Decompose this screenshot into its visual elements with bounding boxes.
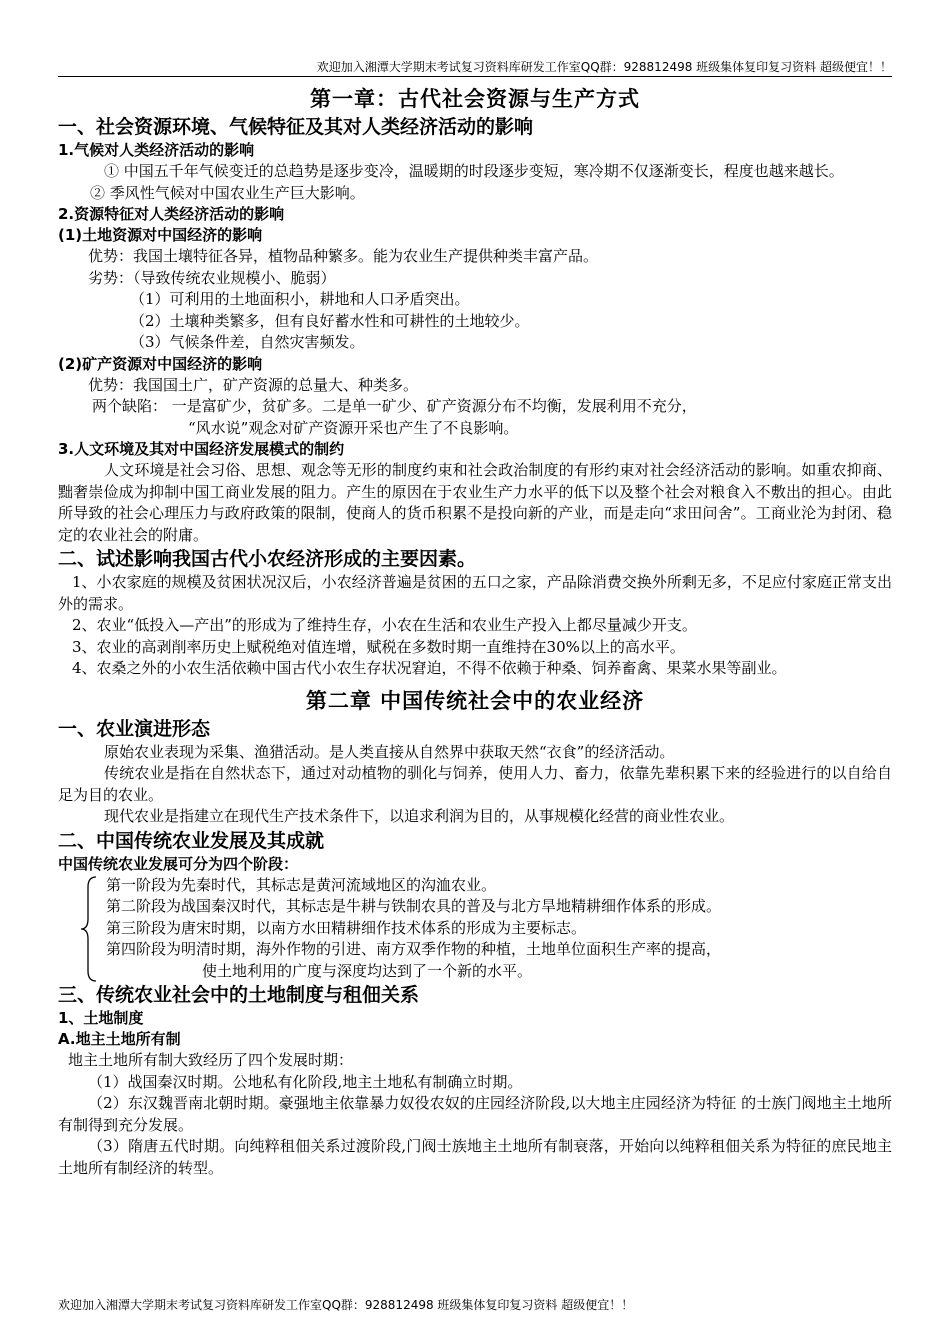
- document-body: [58, 84, 892, 1179]
- list-item: （3）气候条件差，自然灾害频发。: [130, 333, 365, 351]
- list-item-continuation: 使土地利用的广度与深度均达到了一个新的水平。: [202, 961, 533, 980]
- subsection-heading: (2)矿产资源对中国经济的影响: [58, 354, 263, 373]
- paragraph: 两个缺陷： 一是富矿少，贫矿多。二是单一矿少、矿产资源分布不均衡，发展利用不充分，: [92, 397, 697, 415]
- subsection-heading: A.地主土地所有制: [58, 1030, 181, 1048]
- list-item: 第一阶段为先秦时代，其标志是黄河流域地区的沟洫农业。: [106, 875, 497, 894]
- paragraph: 优势：我国国土广，矿产资源的总量大、种类多。: [88, 375, 419, 394]
- paragraph: 人文环境是社会习俗、思想、观念等无形的制度约束和社会政治制度的有形约束对社会经济活动的影响。如重农抑商、黜奢崇俭成为抑制中国工商业发展的阻力。产生的原因在于农业生产力水平的低下以及整个社会对粮食入不敷出的担心。由此所导致的社会心理压力与政府政策的限制，使商人的货币积累不是投向新的产业，而是走向“求田问舍”。工商业沦为封闭、稳定的农业社会的附庸。: [58, 461, 892, 544]
- header-divider: [58, 76, 892, 77]
- list-item: 2、农业“低投入—产出”的形成为了维持生存，小农在生活和农业生产投入上都尽量减少开支。: [72, 616, 697, 634]
- subsection-heading: 3.人文环境及其对中国经济发展模式的制约: [58, 440, 345, 458]
- list-item: 3、农业的高剥削率历史上赋税绝对值连增，赋税在多数时期一直维持在30%以上的高水平。: [72, 637, 685, 656]
- section-heading: 三、传统农业社会中的土地制度与租佃关系: [58, 984, 420, 1006]
- list-item: （2）土壤种类繁多，但有良好蓄水性和可耕性的土地较少。: [130, 311, 530, 330]
- paragraph: ② 季风性气候对中国农业生产巨大影响。: [90, 183, 365, 202]
- paragraph: 现代农业是指建立在现代生产技术条件下，以追求利润为目的，从事规模化经营的商业性农业。: [104, 807, 735, 825]
- list-item: （1）战国秦汉时期。公地私有化阶段,地主土地私有制确立时期。: [88, 1072, 523, 1091]
- section-heading: 一、农业演进形态: [58, 717, 211, 740]
- paragraph: 原始农业表现为采集、渔猎活动。是人类直接从自然界中获取天然“衣食”的经济活动。: [104, 742, 675, 761]
- page-header: 欢迎加入湘潭大学期末考试复习资料库研发工作室QQ群：928812498 班级集体复印复习资料 超级便宜！！: [316, 60, 892, 74]
- lead-text: 中国传统农业发展可分为四个阶段：: [58, 854, 299, 873]
- list-item: 第三阶段为唐宋时期，以南方水田精耕细作技术体系的形成为主要标志。: [106, 918, 587, 937]
- subsection-heading: 1.气候对人类经济活动的影响: [58, 141, 255, 159]
- subsection-heading: 1、土地制度: [58, 1009, 144, 1027]
- chapter-1-title: 第一章：古代社会资源与生产方式: [310, 86, 640, 111]
- list-item: 第四阶段为明清时期，海外作物的引进、南方双季作物的种植，土地单位面积生产率的提高，: [106, 940, 722, 958]
- list-item: 第二阶段为战国秦汉时代，其标志是牛耕与铁制农具的普及与北方旱地精耕细作体系的形成。: [106, 897, 722, 915]
- paragraph: “风水说”观念对矿产资源开采也产生了不良影响。: [188, 418, 519, 437]
- paragraph: 优势：我国土壤特征各异，植物品种繁多。能为农业生产提供种类丰富产品。: [88, 247, 599, 265]
- brace-icon: [78, 875, 100, 983]
- paragraph: 传统农业是指在自然状态下，通过对动植物的驯化与饲养，使用人力、畜力，依靠先辈积累下来的经验进行的以自给自足为目的农业。: [58, 764, 892, 804]
- list-item: （1）可利用的土地面积小，耕地和人口矛盾突出。: [130, 290, 470, 308]
- list-item: （3）隋唐五代时期。向纯粹租佃关系过渡阶段,门阀士族地主土地所有制衰落，开始向以纯粹租佃关系为特征的庶民地主土地所有制经济的转型。: [58, 1137, 892, 1177]
- list-item: （2）东汉魏晋南北朝时期。豪强地主依靠暴力奴役农奴的庄园经济阶段,以大地主庄园经济为特征 的士族门阀地主土地所有制得到充分发展。: [58, 1094, 892, 1134]
- paragraph: 劣势：（导致传统农业规模小、脆弱）: [88, 268, 336, 287]
- subsection-heading: 2.资源特征对人类经济活动的影响: [58, 205, 285, 223]
- subsection-heading: (1)土地资源对中国经济的影响: [58, 226, 263, 244]
- list-item: 4、农桑之外的小农生活依赖中国古代小农生存状况窘迫，不得不依赖于种桑、饲养畜禽、果菜水果等副业。: [72, 659, 787, 677]
- stages-list: [58, 875, 892, 983]
- section-heading: 一、社会资源环境、气候特征及其对人类经济活动的影响: [58, 116, 534, 138]
- page-footer: 欢迎加入湘潭大学期末考试复习资料库研发工作室QQ群：928812498 班级集体复印复习资料 超级便宜！！: [58, 1298, 634, 1312]
- section-heading: 二、试述影响我国古代小农经济形成的主要因素。: [58, 548, 477, 570]
- paragraph: ① 中国五千年气候变迁的总趋势是逐步变冷，温暖期的时段逐步变短，寒冷期不仅逐渐变长，程度也越来越长。: [104, 162, 844, 180]
- list-item: 1、小农家庭的规模及贫困状况汉后，小农经济普遍是贫困的五口之家，产品除消费交换外所剩无多，不足应付家庭正常支出外的需求。: [58, 573, 892, 613]
- section-heading: 二、中国传统农业发展及其成就: [58, 829, 325, 852]
- paragraph: 地主土地所有制大致经历了四个发展时期：: [68, 1051, 354, 1069]
- chapter-2-title: 第二章 中国传统社会中的农业经济: [305, 687, 645, 713]
